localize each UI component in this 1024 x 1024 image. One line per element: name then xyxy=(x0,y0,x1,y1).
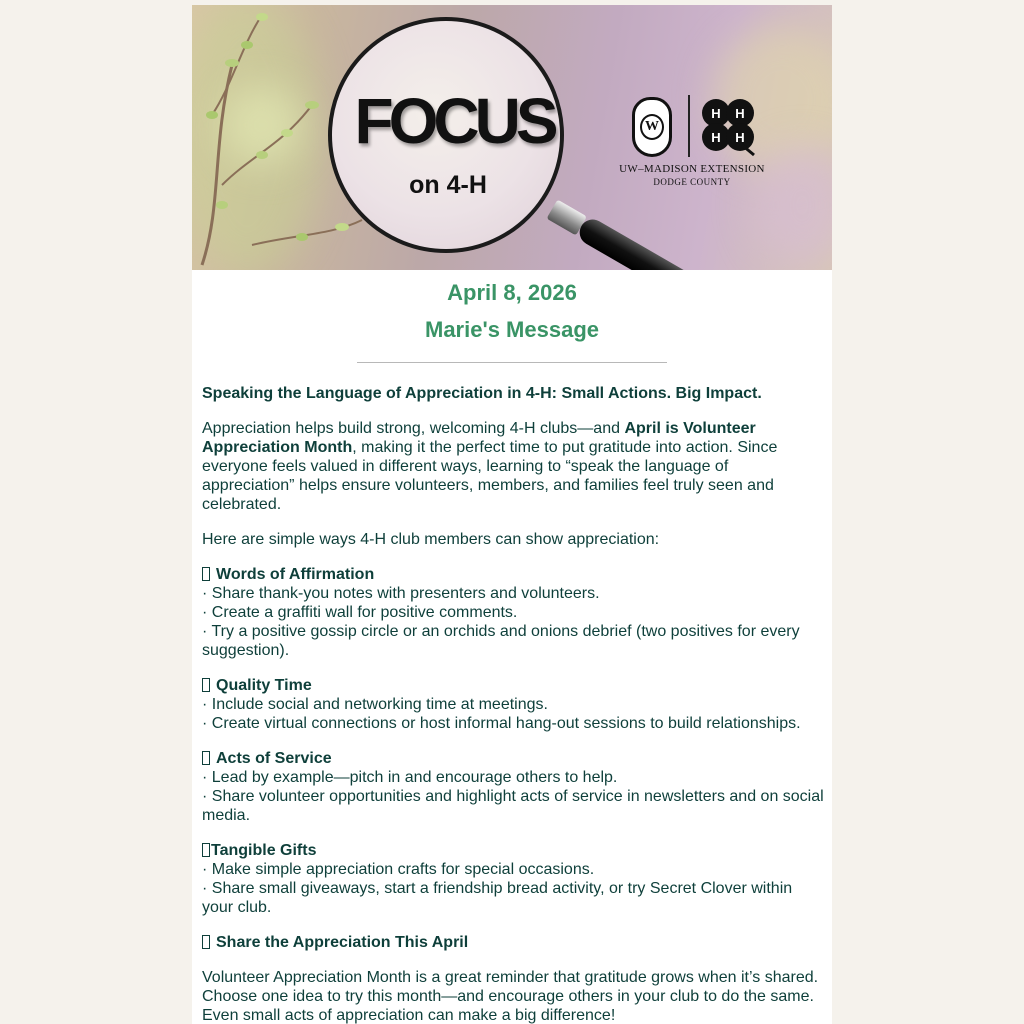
section-title: Words of Affirmation xyxy=(216,566,375,583)
focus-logo-word: FOCUS xyxy=(354,85,554,157)
title-divider xyxy=(357,362,667,363)
list-item: · Share volunteer opportunities and highlight acts of service in newsletters and on social media. xyxy=(202,788,824,824)
list-item: · Create a graffiti wall for positive comments. xyxy=(202,604,518,621)
missing-glyph-box-icon xyxy=(202,567,210,581)
article-body xyxy=(202,384,824,1024)
intro-bold: April is Volunteer Appreciation Month xyxy=(202,420,756,456)
clover-letter-1: H xyxy=(711,106,721,121)
four-h-clover-icon xyxy=(698,95,758,157)
closing-title: Share the Appreciation This April xyxy=(216,934,469,951)
magnifier-handle xyxy=(546,199,723,270)
newsletter-page xyxy=(192,5,832,1024)
list-item: · Share thank-you notes with presenters and volunteers. xyxy=(202,585,600,602)
section-title: Tangible Gifts xyxy=(211,842,317,859)
section-title: Quality Time xyxy=(216,677,312,694)
missing-glyph-box-icon xyxy=(202,843,210,857)
section-acts-of-service xyxy=(202,749,824,825)
list-item: · Lead by example—pitch in and encourage others to help. xyxy=(202,769,618,786)
article-headline: Speaking the Language of Appreciation in 4-H: Small Actions. Big Impact. xyxy=(202,385,762,402)
clover-letter-4: H xyxy=(735,130,745,145)
section-tangible-gifts xyxy=(202,841,824,917)
section-words-of-affirmation xyxy=(202,565,824,660)
crest-letter: W xyxy=(640,114,664,140)
list-item: · Make simple appreciation crafts for special occasions. xyxy=(202,861,595,878)
closing-paragraph: Volunteer Appreciation Month is a great reminder that gratitude grows when it’s shared. Choose one idea to try this month—and encourage others in your club to do the same. Even small acts of appreciation can make a big difference! xyxy=(202,969,819,1024)
section-quality-time xyxy=(202,676,824,733)
list-item: · Include social and networking time at meetings. xyxy=(202,696,548,713)
org-county: DODGE COUNTY xyxy=(653,177,731,187)
intro-start: Appreciation helps build strong, welcoming 4-H clubs—and xyxy=(202,420,625,437)
missing-glyph-box-icon xyxy=(202,678,210,692)
section-heading xyxy=(202,750,332,767)
logo-divider xyxy=(688,95,690,157)
clover-letter-2: H xyxy=(735,106,745,121)
focus-logo-subtitle: on 4-H xyxy=(409,171,487,199)
list-item: · Create virtual connections or host informal hang-out sessions to build relationships. xyxy=(202,715,801,732)
intro-end: , making it the perfect time to put gratitude into action. Since everyone feels valued in different ways, learning to “speak the language of appreciation” helps ensure volunteers, members, and families feel truly seen and celebrated. xyxy=(202,439,778,513)
section-heading xyxy=(202,566,374,583)
list-item: · Try a positive gossip circle or an orchids and onions debrief (two positives for every suggestion). xyxy=(202,623,800,659)
newsletter-date: April 8, 2026 xyxy=(447,280,577,305)
closing-heading xyxy=(202,933,824,952)
missing-glyph-box-icon xyxy=(202,751,210,765)
uw-crest-icon xyxy=(632,97,672,157)
uw-extension-logo xyxy=(612,95,772,195)
clover-letter-3: H xyxy=(711,130,721,145)
section-heading xyxy=(202,842,316,859)
section-title: Acts of Service xyxy=(216,750,332,767)
org-name: UW–MADISON EXTENSION xyxy=(619,163,765,175)
message-title: Marie's Message xyxy=(425,317,599,342)
header-banner-image xyxy=(192,5,832,270)
missing-glyph-box-icon xyxy=(202,935,210,949)
intro-paragraph xyxy=(202,419,824,514)
lead-paragraph: Here are simple ways 4-H club members can show appreciation: xyxy=(202,531,660,548)
section-heading xyxy=(202,677,312,694)
list-item: · Share small giveaways, start a friendship bread activity, or try Secret Clover within your club. xyxy=(202,880,793,916)
